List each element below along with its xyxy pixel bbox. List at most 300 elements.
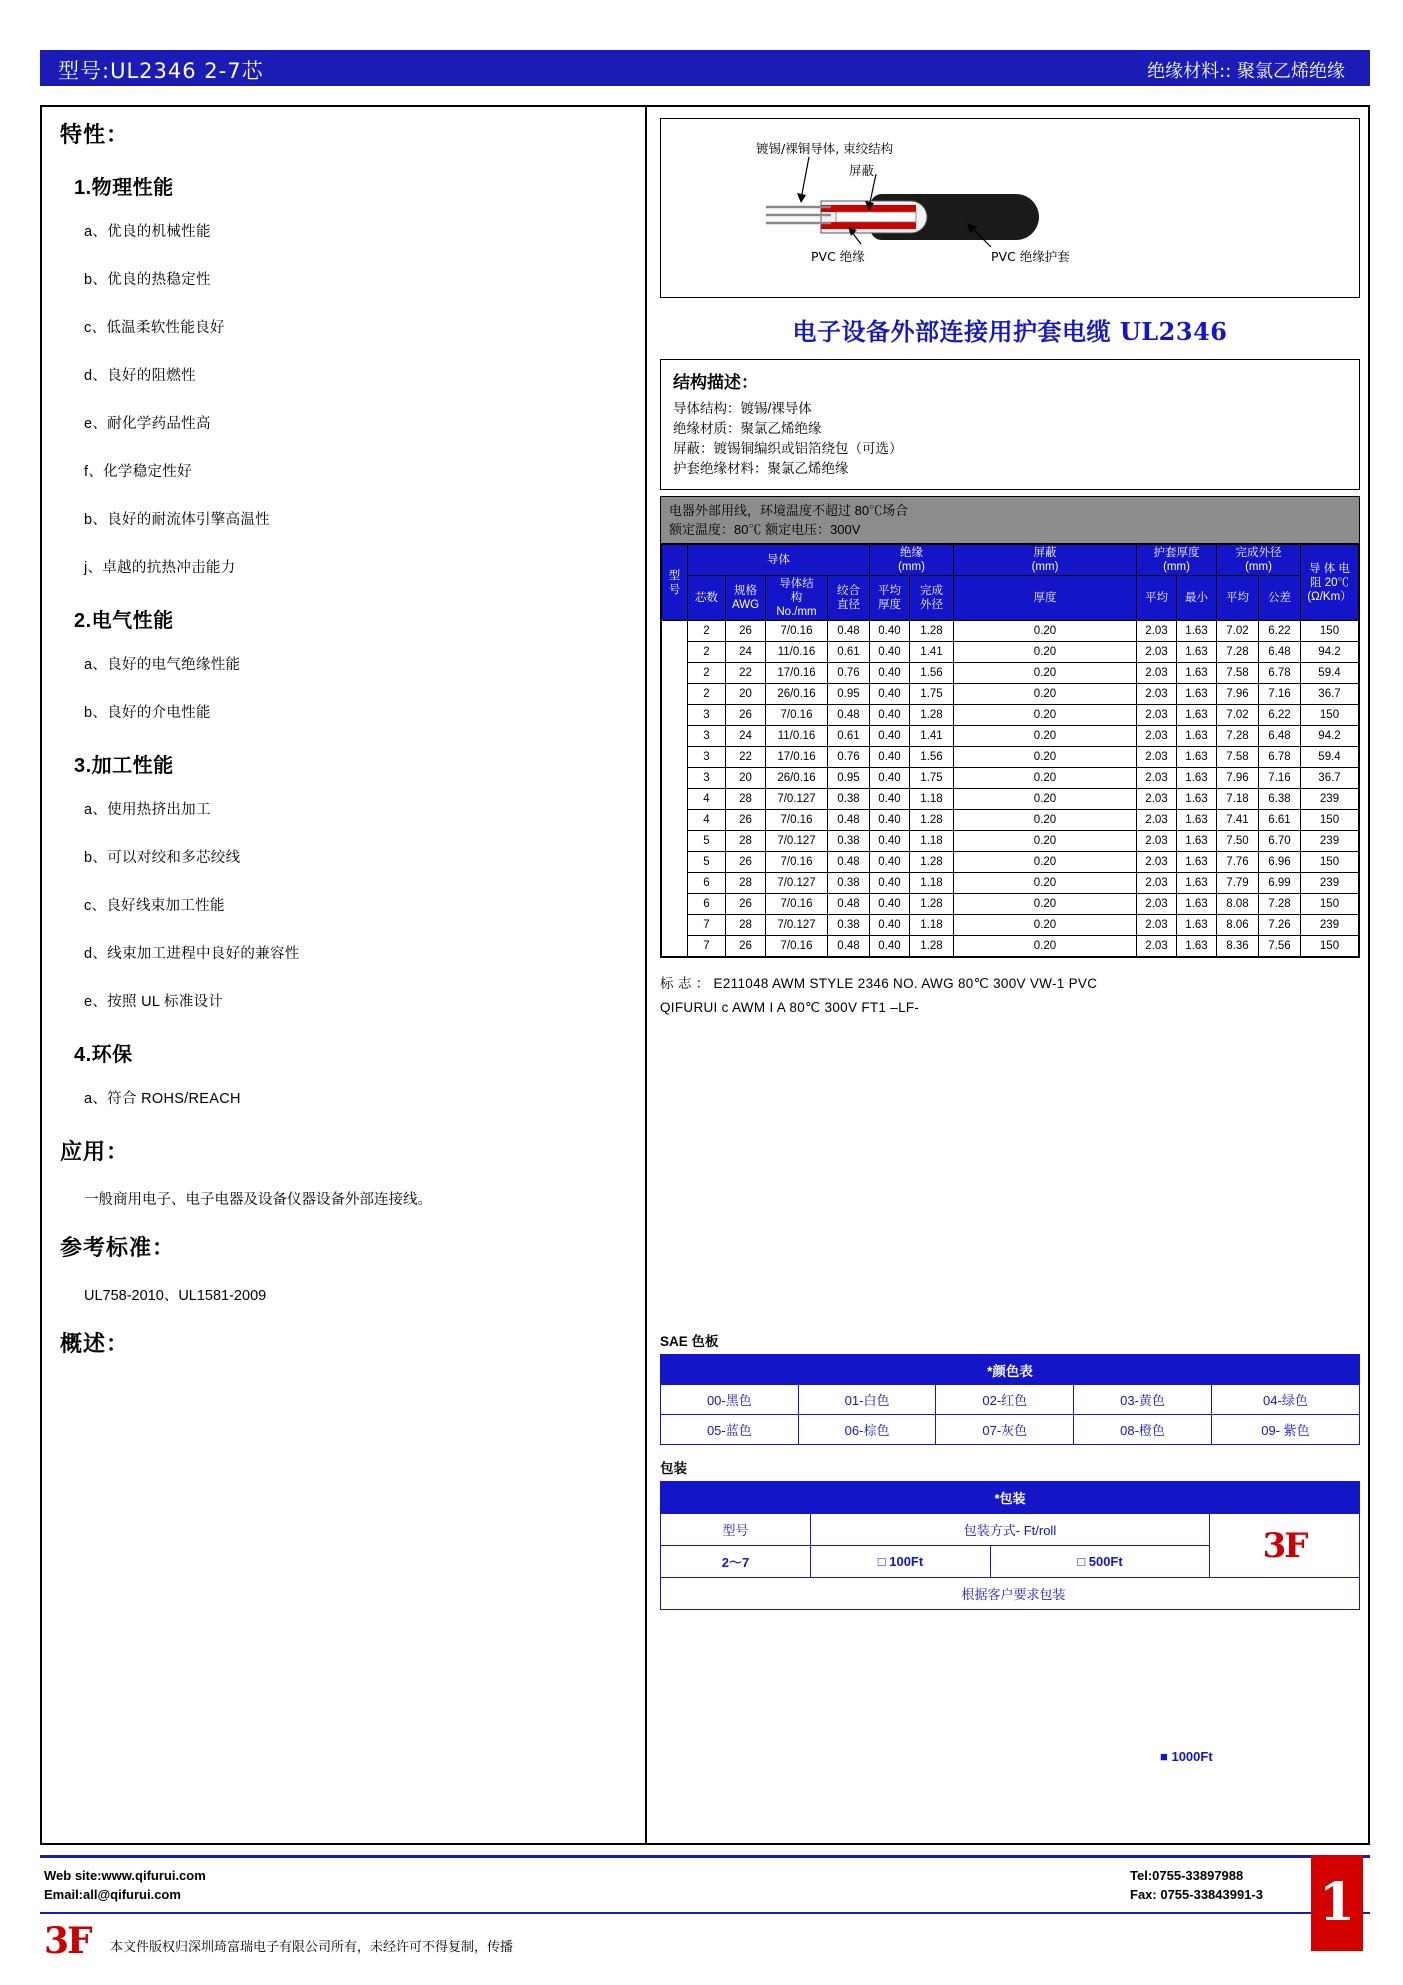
- structure-line: 绝缘材质：聚氯乙烯绝缘: [673, 421, 822, 436]
- cell: 26/0.16: [766, 684, 828, 705]
- cell: 2.03: [1137, 747, 1177, 768]
- cell: 2.03: [1137, 873, 1177, 894]
- table-row: [662, 915, 1359, 936]
- header-model: 型号:UL2346 2-7芯: [58, 59, 264, 83]
- cell: 94.2: [1301, 642, 1359, 663]
- structure-line: 导体结构：镀锡/裸导体: [673, 401, 812, 416]
- cell: 0.20: [954, 684, 1137, 705]
- th-min-jacket: 最小: [1177, 576, 1217, 621]
- page-number: 1: [1311, 1855, 1363, 1951]
- color-cell: 08-橙色: [1074, 1415, 1212, 1445]
- cell: 0.20: [954, 621, 1137, 642]
- cell: 0.48: [828, 621, 870, 642]
- th-avg-od: 平均: [1217, 576, 1259, 621]
- cell: 0.40: [870, 642, 910, 663]
- footer-contact-right: [1130, 1866, 1263, 1904]
- cell: 4: [688, 789, 726, 810]
- cell: 1.41: [910, 642, 954, 663]
- cell: 0.48: [828, 810, 870, 831]
- th-shield-thickness: 厚度: [954, 576, 1137, 621]
- cell: 7/0.16: [766, 621, 828, 642]
- cell: 6.70: [1259, 831, 1301, 852]
- cell: 239: [1301, 915, 1359, 936]
- section-processing: [60, 749, 630, 1011]
- standard-title: 参考标准：: [60, 1235, 176, 1260]
- cell: 150: [1301, 852, 1359, 873]
- table-row: [662, 705, 1359, 726]
- cell: 2.03: [1137, 789, 1177, 810]
- cell: 7.79: [1217, 873, 1259, 894]
- cell: 7.16: [1259, 684, 1301, 705]
- cell: 24: [726, 726, 766, 747]
- feature-item: c、良好线束加工性能: [84, 898, 225, 914]
- th-model: 型号: [662, 545, 688, 621]
- color-cell: 06-棕色: [798, 1415, 936, 1445]
- cell: 1.63: [1177, 621, 1217, 642]
- cell: 7.16: [1259, 768, 1301, 789]
- cell: 0.40: [870, 894, 910, 915]
- cell: 7.28: [1217, 726, 1259, 747]
- table-row: [662, 621, 1359, 642]
- cell: 0.40: [870, 768, 910, 789]
- packing-section: [660, 1457, 1360, 1610]
- cell: 17/0.16: [766, 747, 828, 768]
- feature-item: e、耐化学药品性高: [84, 416, 211, 432]
- th-jacket-group: 护套厚度 (mm): [1137, 545, 1217, 576]
- cell: 0.38: [828, 873, 870, 894]
- cell: 26: [726, 705, 766, 726]
- th-construction: 导体结 构 No./mm: [766, 576, 828, 621]
- cell: 2: [688, 663, 726, 684]
- cell: 0.40: [870, 789, 910, 810]
- cell: 0.20: [954, 747, 1137, 768]
- cell: 6.78: [1259, 663, 1301, 684]
- cell: 150: [1301, 936, 1359, 957]
- feature-item: j、卓越的抗热冲击能力: [84, 560, 236, 576]
- diagram-label-conductor: 镀锡/裸铜导体, 束绞结构: [756, 141, 894, 156]
- cell: 1.41: [910, 726, 954, 747]
- table-row: [662, 663, 1359, 684]
- cell: 4: [688, 810, 726, 831]
- feature-item: b、良好的介电性能: [84, 705, 211, 721]
- structure-line: 护套绝缘材料：聚氯乙烯绝缘: [673, 461, 849, 476]
- cell: 2.03: [1137, 810, 1177, 831]
- cell: 2.03: [1137, 705, 1177, 726]
- cell: 6.96: [1259, 852, 1301, 873]
- cell: 0.40: [870, 747, 910, 768]
- cell: 0.38: [828, 915, 870, 936]
- table-row: [662, 642, 1359, 663]
- cell: 7.50: [1217, 831, 1259, 852]
- table-row: [662, 831, 1359, 852]
- section-title: 2.电气性能: [74, 610, 174, 632]
- cell: 1.63: [1177, 684, 1217, 705]
- cell: 0.20: [954, 768, 1137, 789]
- cell: 0.95: [828, 684, 870, 705]
- cell: 1.63: [1177, 726, 1217, 747]
- section-title: 3.加工性能: [74, 755, 174, 777]
- cell: 0.40: [870, 663, 910, 684]
- cell: 2.03: [1137, 684, 1177, 705]
- table-row: [662, 789, 1359, 810]
- cell: 5: [688, 831, 726, 852]
- cell: 0.48: [828, 936, 870, 957]
- th-cores: 芯数: [688, 576, 726, 621]
- table-row: [662, 684, 1359, 705]
- color-cell: 05-蓝色: [661, 1415, 799, 1445]
- cell: 26: [726, 852, 766, 873]
- color-cell: 00-黑色: [661, 1385, 799, 1415]
- cell: 3: [688, 705, 726, 726]
- cell: 0.20: [954, 915, 1137, 936]
- cell: 24: [726, 642, 766, 663]
- cell: 0.20: [954, 873, 1137, 894]
- section-overview: [60, 1327, 630, 1358]
- spec-table: [661, 544, 1359, 957]
- th-insulation-group: 绝缘 (mm): [870, 545, 954, 576]
- cell: 0.76: [828, 747, 870, 768]
- cell: 8.36: [1217, 936, 1259, 957]
- cell: 1.63: [1177, 747, 1217, 768]
- cell: 7/0.127: [766, 789, 828, 810]
- cell: 1.63: [1177, 663, 1217, 684]
- cell: 28: [726, 873, 766, 894]
- cell: 3: [688, 768, 726, 789]
- cell: 0.40: [870, 810, 910, 831]
- cell: 2: [688, 684, 726, 705]
- sae-table-title: *颜色表: [661, 1355, 1360, 1385]
- table-header-row: [661, 1482, 1360, 1514]
- cell: 7.58: [1217, 663, 1259, 684]
- diagram-label-shield: 屏蔽: [849, 163, 875, 178]
- table-row: [662, 747, 1359, 768]
- table-row: [662, 810, 1359, 831]
- cell: 1.75: [910, 768, 954, 789]
- cell: 1.63: [1177, 852, 1217, 873]
- right-column: [660, 118, 1360, 1610]
- cell: 0.40: [870, 831, 910, 852]
- color-cell: 03-黄色: [1074, 1385, 1212, 1415]
- cell: 7/0.16: [766, 936, 828, 957]
- cell: 1.28: [910, 852, 954, 873]
- cell: 239: [1301, 789, 1359, 810]
- cell: 11/0.16: [766, 642, 828, 663]
- cell: 7.02: [1217, 621, 1259, 642]
- color-cell: 04-绿色: [1211, 1385, 1359, 1415]
- packing-note: 根据客户要求包装: [661, 1578, 1360, 1610]
- cell: 6: [688, 894, 726, 915]
- cell: 6.78: [1259, 747, 1301, 768]
- cell: 20: [726, 768, 766, 789]
- cell: 1.63: [1177, 789, 1217, 810]
- cell: 0.40: [870, 852, 910, 873]
- cell: 0.40: [870, 684, 910, 705]
- cell: 7/0.16: [766, 810, 828, 831]
- cell: 0.20: [954, 852, 1137, 873]
- cell: 0.76: [828, 663, 870, 684]
- application-text: 一般商用电子、电子电器及设备仪器设备外部连接线。: [84, 1192, 432, 1208]
- packing-col-model: 型号: [661, 1514, 811, 1546]
- cell: 6.22: [1259, 621, 1301, 642]
- cell: 0.20: [954, 663, 1137, 684]
- cell: 1.56: [910, 747, 954, 768]
- cell: 150: [1301, 810, 1359, 831]
- cell: 59.4: [1301, 663, 1359, 684]
- feature-item: b、良好的耐流体引擎高温性: [84, 512, 270, 528]
- table-row: [662, 852, 1359, 873]
- footer-email[interactable]: Email:all@qifurui.com: [44, 1887, 181, 1902]
- cell: 0.20: [954, 789, 1137, 810]
- footer-fax: Fax: 0755-33843991-3: [1130, 1887, 1263, 1902]
- th-od-group: 完成外径 (mm): [1217, 545, 1301, 576]
- cell: 2.03: [1137, 936, 1177, 957]
- packing-col-method: 包装方式- Ft/roll: [811, 1514, 1210, 1546]
- cell: 7: [688, 915, 726, 936]
- marking-line-2: QIFURUI c AWM I A 80℃ 300V FT1 –LF-: [660, 1000, 920, 1015]
- page-header: [0, 0, 1403, 96]
- table-row: [662, 768, 1359, 789]
- cell: 0.20: [954, 831, 1137, 852]
- th-awg: 规格 AWG: [726, 576, 766, 621]
- color-cell: 02-红色: [936, 1385, 1074, 1415]
- footer-website[interactable]: Web site:www.qifurui.com: [44, 1868, 206, 1883]
- color-cell: 07-灰色: [936, 1415, 1074, 1445]
- cell: 6.48: [1259, 642, 1301, 663]
- cell: 26: [726, 621, 766, 642]
- cell: 6.48: [1259, 726, 1301, 747]
- cell: 0.95: [828, 768, 870, 789]
- cell: 7.56: [1259, 936, 1301, 957]
- footer-logo: 3F: [44, 1920, 91, 1962]
- marking-text: [660, 972, 1360, 1020]
- cell: 7/0.127: [766, 915, 828, 936]
- section-title: 4.环保: [74, 1044, 133, 1066]
- cell: 28: [726, 789, 766, 810]
- cell: 1.63: [1177, 873, 1217, 894]
- feature-item: d、良好的阻燃性: [84, 368, 196, 384]
- cell: 1.28: [910, 810, 954, 831]
- section-electrical: [60, 604, 630, 722]
- cell: 7.96: [1217, 684, 1259, 705]
- cell: 3: [688, 747, 726, 768]
- cell: 0.20: [954, 726, 1137, 747]
- cell: 7.41: [1217, 810, 1259, 831]
- cell: 1.63: [1177, 894, 1217, 915]
- cell: 0.38: [828, 789, 870, 810]
- overview-title: 概述：: [60, 1331, 130, 1356]
- cell: 2.03: [1137, 831, 1177, 852]
- structure-description: [660, 359, 1360, 490]
- sae-color-table: [660, 1354, 1360, 1445]
- cell: 2.03: [1137, 894, 1177, 915]
- spec-table-body: [662, 621, 1359, 957]
- spec-note-line: 电器外部用线，环境温度不超过 80℃场合: [669, 503, 909, 518]
- cell-model-vertical: 2346: [662, 621, 688, 957]
- feature-item: a、优良的机械性能: [84, 224, 211, 240]
- cell: 0.40: [870, 873, 910, 894]
- cell: 11/0.16: [766, 726, 828, 747]
- cell: 7.96: [1217, 768, 1259, 789]
- structure-line: 屏蔽：镀锡铜编织或铝箔绕包（可选）: [673, 441, 903, 456]
- table-header-row: [662, 545, 1359, 576]
- table-row: [661, 1415, 1360, 1445]
- cell: 7/0.16: [766, 705, 828, 726]
- cell: 1.63: [1177, 915, 1217, 936]
- feature-item: a、符合 ROHS/REACH: [84, 1091, 241, 1107]
- cell: 2.03: [1137, 915, 1177, 936]
- cell: 7/0.127: [766, 873, 828, 894]
- cell: 7: [688, 936, 726, 957]
- cell: 1.18: [910, 831, 954, 852]
- diagram-label-pvc-insulation: PVC 绝缘: [811, 249, 865, 264]
- feature-item: b、可以对绞和多芯绞线: [84, 850, 241, 866]
- sae-section: [660, 1330, 1360, 1445]
- application-title: 应用：: [60, 1139, 130, 1164]
- cell: 1.63: [1177, 705, 1217, 726]
- footer-rule-top: [40, 1855, 1370, 1858]
- header-material: 绝缘材料:: 聚氯乙烯绝缘: [1147, 61, 1345, 82]
- section-environment: [60, 1038, 630, 1108]
- cell: 0.48: [828, 852, 870, 873]
- table-row: [661, 1578, 1360, 1610]
- footer-tel: Tel:0755-33897988: [1130, 1868, 1244, 1883]
- cell: 2: [688, 642, 726, 663]
- cell: 5: [688, 852, 726, 873]
- cell: 1.18: [910, 789, 954, 810]
- cell: 94.2: [1301, 726, 1359, 747]
- cell: 1.28: [910, 621, 954, 642]
- cell: 150: [1301, 621, 1359, 642]
- th-conductor-group: 导体: [688, 545, 870, 576]
- table-row: [662, 873, 1359, 894]
- structure-title: 结构描述：: [673, 373, 758, 392]
- cell: 1.56: [910, 663, 954, 684]
- cell: 7.28: [1259, 894, 1301, 915]
- cell: 2.03: [1137, 621, 1177, 642]
- cell: 36.7: [1301, 684, 1359, 705]
- product-title: 电子设备外部连接用护套电缆 UL2346: [792, 317, 1228, 346]
- cell: 0.40: [870, 621, 910, 642]
- cell: 26: [726, 894, 766, 915]
- th-strand-dia: 绞合 直径: [828, 576, 870, 621]
- cell: 8.06: [1217, 915, 1259, 936]
- cell: 7.02: [1217, 705, 1259, 726]
- spec-note: [661, 497, 1359, 544]
- th-finished-od: 完成 外径: [910, 576, 954, 621]
- cell: 6.99: [1259, 873, 1301, 894]
- cell: 239: [1301, 873, 1359, 894]
- cell: 36.7: [1301, 768, 1359, 789]
- feature-item: c、低温柔软性能良好: [84, 320, 225, 336]
- cell: 6: [688, 873, 726, 894]
- feature-item: a、使用热挤出加工: [84, 802, 211, 818]
- table-row: [661, 1514, 1360, 1546]
- cell: 0.38: [828, 831, 870, 852]
- standard-text: UL758-2010、UL1581-2009: [84, 1288, 267, 1304]
- cell: 0.48: [828, 705, 870, 726]
- packing-model-value: 2～7: [661, 1546, 811, 1578]
- cell: 26/0.16: [766, 768, 828, 789]
- cell: 22: [726, 747, 766, 768]
- cell: 1.75: [910, 684, 954, 705]
- cell: 2: [688, 621, 726, 642]
- cell: 0.40: [870, 705, 910, 726]
- cable-diagram: [660, 118, 1360, 298]
- th-avg-thickness: 平均 厚度: [870, 576, 910, 621]
- sae-label: SAE 色板: [660, 1334, 719, 1349]
- cell: 0.61: [828, 642, 870, 663]
- cell: 1.28: [910, 894, 954, 915]
- cell: 8.08: [1217, 894, 1259, 915]
- cell: 7.26: [1259, 915, 1301, 936]
- cell: 26: [726, 810, 766, 831]
- section-application: [60, 1135, 630, 1209]
- packing-table-title: *包装: [661, 1482, 1360, 1514]
- marking-line-1: 标 志 ： E211048 AWM STYLE 2346 NO. AWG 80℃ 300V VW-1 PVC: [660, 976, 1098, 991]
- cell: 2.03: [1137, 768, 1177, 789]
- footer-copyright: 本文件版权归深圳琦富瑞电子有限公司所有，未经许可不得复制，传播: [110, 1939, 514, 1954]
- cell: 0.40: [870, 726, 910, 747]
- cell: 0.61: [828, 726, 870, 747]
- th-tolerance: 公差: [1259, 576, 1301, 621]
- cell: 0.48: [828, 894, 870, 915]
- cell: 1.63: [1177, 810, 1217, 831]
- cell: 1.18: [910, 873, 954, 894]
- feature-item: d、线束加工进程中良好的兼容性: [84, 946, 300, 962]
- cell: 17/0.16: [766, 663, 828, 684]
- feature-item: b、优良的热稳定性: [84, 272, 211, 288]
- features-title: 特性：: [60, 122, 130, 147]
- cell: 26: [726, 936, 766, 957]
- cell: 7/0.16: [766, 894, 828, 915]
- packing-option-500ft[interactable]: □ 500Ft: [991, 1546, 1210, 1578]
- cell: 239: [1301, 831, 1359, 852]
- cell: 59.4: [1301, 747, 1359, 768]
- th-shield-group: 屏蔽 (mm): [954, 545, 1137, 576]
- th-resistance: 导 体 电 阻 20℃ (Ω/Km）: [1301, 545, 1359, 621]
- feature-item: f、化学稳定性好: [84, 464, 192, 480]
- cell: 6.22: [1259, 705, 1301, 726]
- footer-rule-bottom: [40, 1912, 1370, 1914]
- brand-logo: [1210, 1514, 1360, 1578]
- cell: 0.20: [954, 810, 1137, 831]
- packing-option-100ft[interactable]: □ 100Ft: [811, 1546, 991, 1578]
- logo-3f-text: 3F: [1262, 1525, 1307, 1566]
- cell: 1.18: [910, 915, 954, 936]
- cell: 6.61: [1259, 810, 1301, 831]
- diagram-label-pvc-jacket: PVC 绝缘护套: [991, 249, 1070, 264]
- section-title: 1.物理性能: [74, 177, 174, 199]
- cell: 28: [726, 915, 766, 936]
- cell: 1.28: [910, 705, 954, 726]
- cell: 28: [726, 831, 766, 852]
- color-cell: 01-白色: [798, 1385, 936, 1415]
- spec-table-wrapper: [660, 496, 1360, 958]
- cell: 2.03: [1137, 663, 1177, 684]
- cell: 2.03: [1137, 726, 1177, 747]
- footer-contact-left: [44, 1866, 206, 1904]
- cell: 0.20: [954, 936, 1137, 957]
- cell: 6.38: [1259, 789, 1301, 810]
- cell: 2.03: [1137, 852, 1177, 873]
- packing-option-1000ft[interactable]: ■ 1000Ft: [1160, 1749, 1213, 1764]
- cell: 7/0.16: [766, 852, 828, 873]
- cell: 2.03: [1137, 642, 1177, 663]
- cell: 7.18: [1217, 789, 1259, 810]
- feature-item: e、按照 UL 标准设计: [84, 994, 224, 1010]
- cell: 7.28: [1217, 642, 1259, 663]
- table-row: [662, 894, 1359, 915]
